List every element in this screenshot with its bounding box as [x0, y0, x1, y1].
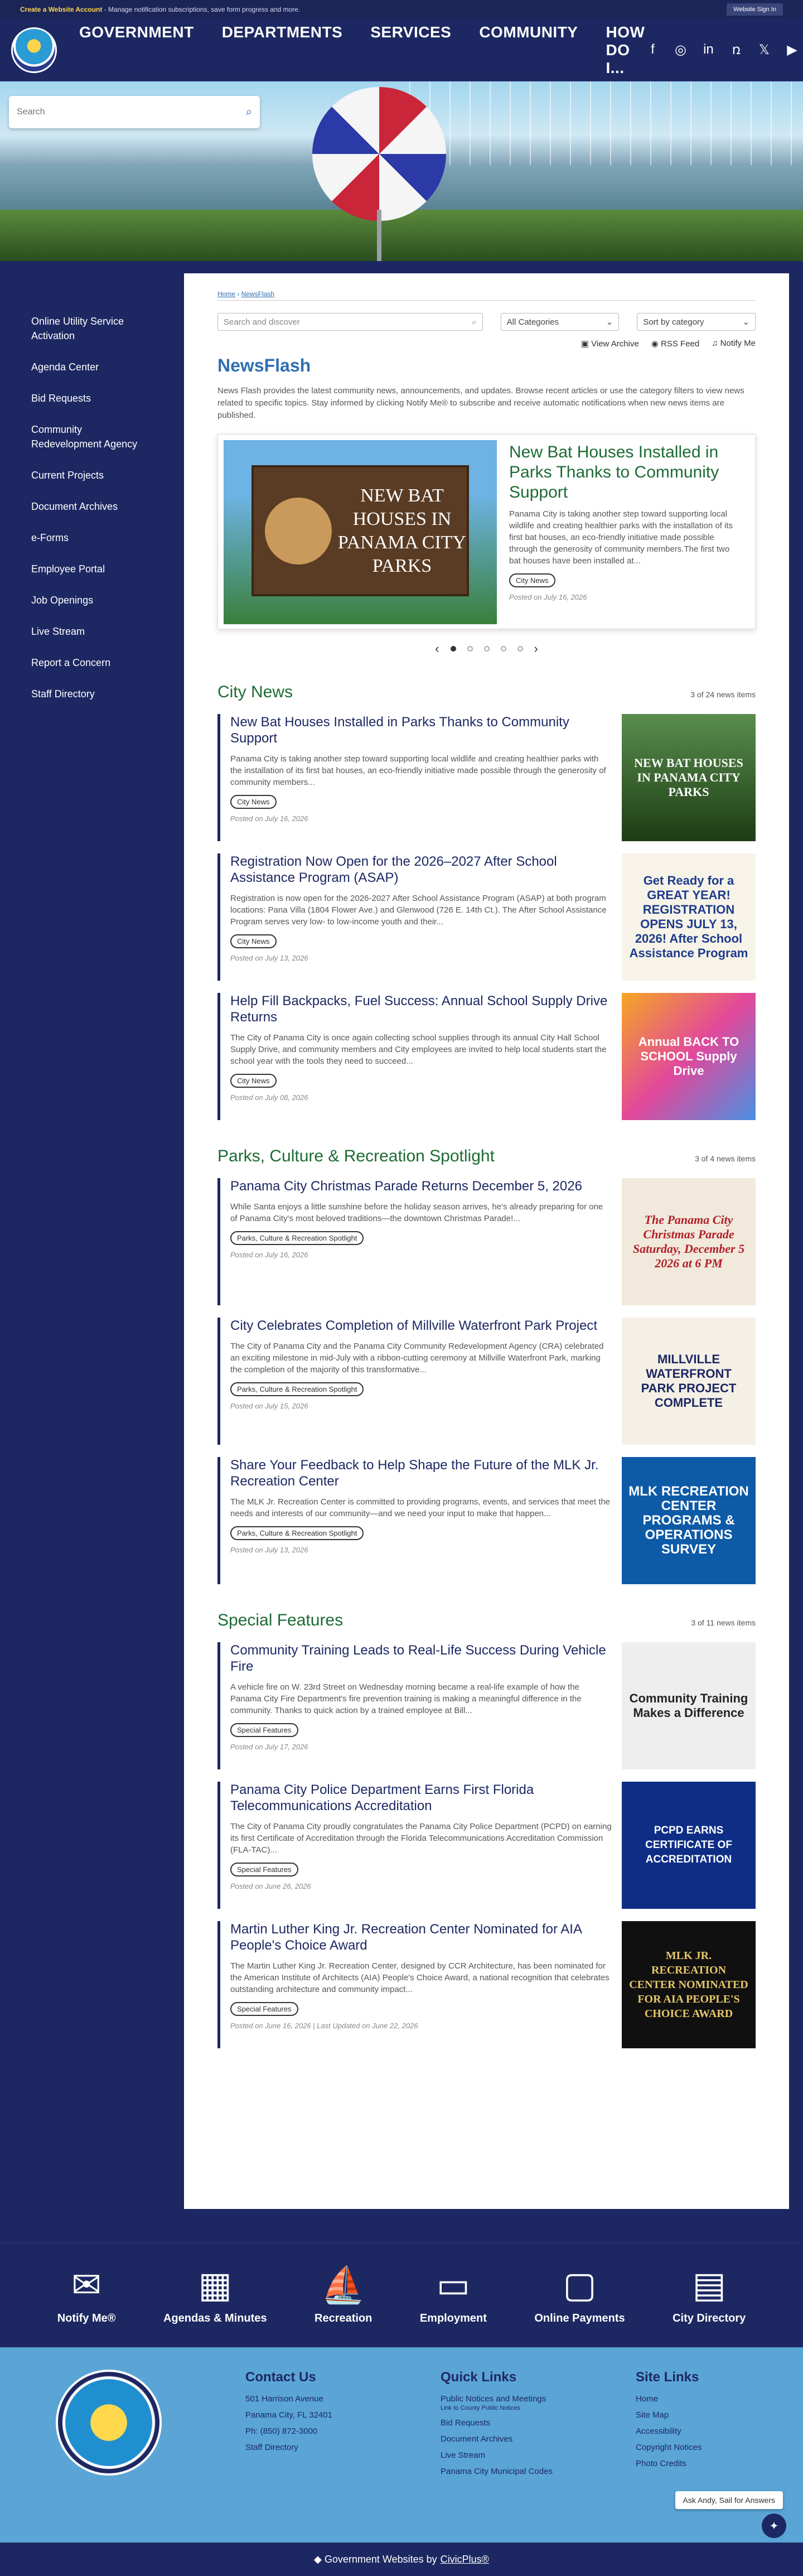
- news-thumbnail[interactable]: Get Ready for a GREAT YEAR! REGISTRATION OPENS JULY 13, 2026! After School Assistance Program: [622, 853, 756, 981]
- featured-article[interactable]: [217, 434, 756, 629]
- hero-banner: [0, 81, 803, 261]
- nav-community[interactable]: COMMUNITY: [479, 23, 578, 41]
- social-links: [645, 42, 800, 58]
- news-title[interactable]: Registration Now Open for the 2026–2027 After School Assistance Program (ASAP): [230, 854, 557, 885]
- posted-date: Posted on July 17, 2026: [230, 1743, 308, 1751]
- news-thumbnail[interactable]: Annual BACK TO SCHOOL Supply Drive: [622, 993, 756, 1120]
- sidebar-item-agenda[interactable]: Agenda Center: [31, 361, 99, 373]
- nav-departments[interactable]: DEPARTMENTS: [221, 23, 343, 41]
- chevron-right-icon[interactable]: ›: [534, 641, 538, 655]
- news-title[interactable]: Martin Luther King Jr. Recreation Center Nominated for AIA People's Choice Award: [230, 1922, 582, 1953]
- category-tag[interactable]: City News: [230, 795, 277, 809]
- category-tag[interactable]: Special Features: [230, 2002, 298, 2016]
- sidebar-item-projects[interactable]: Current Projects: [31, 470, 104, 481]
- chat-prompt[interactable]: Ask Andy, Sail for Answers: [675, 2491, 783, 2509]
- address-line: 501 Harrison Avenue: [245, 2394, 323, 2404]
- notify-me-link[interactable]: ♫ Notify Me: [712, 339, 756, 348]
- news-summary: Registration is now open for the 2026-2027 After School Assistance Program (ASAP) at both program locations: Pana Villa (1804 Flower Ave.) and Glenwood (726 E. 14th Ct.). The After School Assistance Program serves very low- to low-income youth and their...: [230, 894, 607, 927]
- footer-heading: Contact Us: [245, 2370, 316, 2385]
- news-summary: A vehicle fire on W. 23rd Street on Wednesday morning became a real-life example of how the Panama City Fire Department's fire prevention training is making a meaningful difference in the community. Thanks to quick action by a trained employee at Bill...: [230, 1682, 582, 1715]
- news-thumbnail[interactable]: NEW BAT HOUSES IN PANAMA CITY PARKS: [622, 714, 756, 841]
- news-summary: Panama City is taking another step toward supporting local wildlife and creating healthier parks with the installation of its first bat houses, an eco-friendly initiative made possible through the generosity of community members...: [230, 754, 606, 787]
- featured-summary: Panama City is taking another step toward supporting local wildlife and creating healthier parks with the installation of its first bat houses, an eco-friendly initiative made possible through the generosity of community members.The first two bat houses have been installed at...: [509, 509, 733, 566]
- section-title[interactable]: Special Features: [217, 1611, 344, 1629]
- category-tag[interactable]: Parks, Culture & Recreation Spotlight: [230, 1382, 364, 1396]
- posted-date: Posted on July 13, 2026: [230, 954, 308, 962]
- news-item[interactable]: [217, 1318, 756, 1445]
- sidebar-item-cra[interactable]: Community Redevelopment Agency: [31, 424, 138, 450]
- section-count: 3 of 11 news items: [691, 1618, 756, 1627]
- breadcrumb: Home › NewsFlash: [217, 290, 756, 301]
- posted-date: Posted on July 08, 2026: [230, 1093, 308, 1102]
- instagram-icon[interactable]: ◎: [674, 42, 686, 57]
- footer-link[interactable]: Bid Requests: [441, 2418, 491, 2428]
- news-summary: While Santa enjoys a little sunshine before the holiday season arrives, he's already preparing for one of Panama City's most beloved traditions—the downtown Christmas Parade!...: [230, 1202, 603, 1223]
- carousel-dot[interactable]: [501, 646, 506, 652]
- sidebar-item-eforms[interactable]: e-Forms: [31, 532, 69, 543]
- facebook-icon[interactable]: f: [651, 42, 655, 57]
- folder-icon: ▤: [692, 2265, 726, 2305]
- sidebar-nav: [0, 261, 184, 2209]
- footer-contact: [245, 2370, 368, 2543]
- sidebar-item-documents[interactable]: Document Archives: [31, 501, 118, 512]
- bat-house-sign: [251, 465, 469, 596]
- carousel-pager: [217, 641, 756, 656]
- sidebar-item-bids[interactable]: Bid Requests: [31, 393, 91, 404]
- news-item[interactable]: [217, 714, 756, 841]
- phone-line[interactable]: Ph: (850) 872-3000: [245, 2427, 318, 2436]
- footer-link[interactable]: Accessibility: [636, 2427, 681, 2436]
- bell-icon: ♫: [712, 339, 720, 348]
- city-line: Panama City, FL 32401: [245, 2410, 332, 2420]
- sidebar-item-live-stream[interactable]: Live Stream: [31, 626, 85, 637]
- news-thumbnail[interactable]: MLK RECREATION CENTER PROGRAMS & OPERATIONS SURVEY: [622, 1457, 756, 1584]
- news-summary: The City of Panama City is once again collecting school supplies through its annual City Hall School Supply Drive, and community members and City employees are invited to help local students start the school year with the tools they need to succeed...: [230, 1033, 607, 1066]
- footer-link[interactable]: Home: [636, 2394, 659, 2404]
- site-footer: [0, 2347, 803, 2543]
- news-filters: [217, 313, 756, 331]
- footer-link[interactable]: Photo Credits: [636, 2459, 686, 2468]
- category-tag[interactable]: City News: [230, 1074, 277, 1088]
- civicplus-icon: ◆: [314, 2553, 325, 2565]
- site-search: [9, 96, 260, 128]
- chat-icon[interactable]: ✦: [762, 2514, 786, 2538]
- create-account-link[interactable]: Create a Website Account - Manage notification subscriptions, save form progress and more.: [20, 6, 301, 13]
- nextdoor-icon[interactable]: ռ: [732, 42, 741, 57]
- sidebar-item-employee-portal[interactable]: Employee Portal: [31, 563, 105, 575]
- pinwheel-image: [312, 87, 446, 221]
- news-item[interactable]: [217, 1457, 756, 1584]
- footer-link[interactable]: Document Archives: [441, 2434, 513, 2444]
- civicplus-link[interactable]: CivicPlus®: [440, 2553, 489, 2565]
- news-title[interactable]: City Celebrates Completion of Millville Waterfront Park Project: [230, 1318, 597, 1333]
- archive-icon: ▣: [581, 339, 592, 349]
- news-thumbnail[interactable]: Community Training Makes a Difference: [622, 1642, 756, 1769]
- posted-date: Posted on July 16, 2026: [230, 1251, 308, 1259]
- news-summary: The City of Panama City and the Panama City Community Redevelopment Agency (CRA) celebrated an exciting milestone in mid-July with a ribbon-cutting ceremony at Millville Waterfront Park, marking the completion of the majority of this transformative...: [230, 1342, 604, 1374]
- carousel-dot[interactable]: [517, 646, 523, 652]
- view-archive-link[interactable]: ▣ View Archive: [581, 339, 639, 349]
- quicklink-directory[interactable]: ▤ City Directory: [673, 2265, 746, 2324]
- rss-icon: ◉: [651, 339, 661, 349]
- news-title[interactable]: Community Training Leads to Real-Life Success During Vehicle Fire: [230, 1643, 606, 1674]
- news-title[interactable]: Share Your Feedback to Help Shape the Future of the MLK Jr. Recreation Center: [230, 1458, 599, 1489]
- posted-date: Posted on July 16, 2026: [509, 593, 587, 601]
- sailboat-icon: ⛵: [321, 2265, 366, 2305]
- section-count: 3 of 24 news items: [690, 690, 756, 699]
- footer-link[interactable]: Link to County Public Notices: [441, 2405, 521, 2411]
- footer-link[interactable]: Copyright Notices: [636, 2443, 702, 2452]
- sidebar-item-utility[interactable]: Online Utility Service Activation: [31, 316, 124, 341]
- posted-date: Posted on June 26, 2026: [230, 1882, 311, 1890]
- news-search-input[interactable]: Search and discover ⌕: [217, 313, 483, 331]
- news-title[interactable]: Help Fill Backpacks, Fuel Success: Annual School Supply Drive Returns: [230, 993, 608, 1025]
- news-thumbnail[interactable]: PCPD EARNS CERTIFICATE OF ACCREDITATION: [622, 1782, 756, 1909]
- section-title[interactable]: Parks, Culture & Recreation Spotlight: [217, 1147, 495, 1165]
- footer-link[interactable]: Live Stream: [441, 2450, 486, 2460]
- footer-site-links: [636, 2370, 758, 2543]
- news-title[interactable]: New Bat Houses Installed in Parks Thanks to Community Support: [230, 715, 569, 746]
- staff-directory-link[interactable]: Staff Directory: [245, 2443, 298, 2452]
- news-item[interactable]: [217, 993, 756, 1120]
- category-tag[interactable]: Special Features: [230, 1863, 298, 1876]
- nav-government[interactable]: GOVERNMENT: [79, 23, 194, 41]
- linkedin-icon[interactable]: in: [703, 42, 714, 57]
- quick-links-bar: [0, 2242, 803, 2347]
- breadcrumb-current[interactable]: NewsFlash: [241, 290, 275, 298]
- news-item[interactable]: [217, 853, 756, 981]
- utility-bar: [0, 0, 803, 19]
- news-thumbnail[interactable]: MILLVILLE WATERFRONT PARK PROJECT COMPLETE: [622, 1318, 756, 1445]
- quicklink-recreation[interactable]: ⛵ Recreation: [315, 2265, 373, 2324]
- posted-date: Posted on July 16, 2026: [230, 814, 308, 823]
- quicklink-agendas[interactable]: ▦ Agendas & Minutes: [163, 2265, 267, 2324]
- breadcrumb-home[interactable]: Home: [217, 290, 236, 298]
- chevron-down-icon: ⌄: [742, 317, 749, 327]
- city-seal: [265, 498, 332, 565]
- footer-link[interactable]: Site Map: [636, 2410, 669, 2420]
- sign-text: NEW BAT HOUSES IN PANAMA CITY PARKS: [337, 485, 467, 576]
- mail-icon: ✉: [71, 2265, 101, 2305]
- category-select[interactable]: All Categories ⌄: [501, 313, 620, 331]
- search-icon[interactable]: ⌕: [472, 317, 477, 327]
- page-title: NewsFlash: [217, 355, 311, 375]
- pinwheel-pole: [377, 210, 381, 261]
- section-city-news: [217, 683, 756, 1120]
- footer-link[interactable]: Public Notices and Meetings: [441, 2394, 546, 2404]
- section-parks-recreation: [217, 1147, 756, 1584]
- featured-title[interactable]: New Bat Houses Installed in Parks Thanks to Community Support: [509, 443, 719, 501]
- category-tag[interactable]: City News: [230, 934, 277, 948]
- carousel-dot[interactable]: [451, 646, 456, 652]
- section-title[interactable]: City News: [217, 683, 293, 701]
- quicklink-employment[interactable]: ▭ Employment: [419, 2265, 487, 2324]
- news-thumbnail[interactable]: The Panama City Christmas Parade Saturday, December 5 2026 at 6 PM: [622, 1178, 756, 1305]
- featured-image: [224, 440, 497, 624]
- section-special-features: [217, 1611, 756, 2048]
- laptop-icon: ▢: [563, 2265, 597, 2305]
- news-item[interactable]: [217, 1782, 756, 1909]
- nav-how-do-i[interactable]: HOW DO I...: [606, 23, 645, 76]
- chevron-down-icon: ⌄: [606, 317, 613, 327]
- search-icon[interactable]: ⌕: [245, 105, 252, 118]
- footer-heading: Quick Links: [441, 2370, 517, 2385]
- rss-feed-link[interactable]: ◉ RSS Feed: [651, 339, 700, 349]
- posted-date: Posted on June 16, 2026 | Last Updated on June 22, 2026: [230, 2022, 418, 2030]
- news-item[interactable]: [217, 1921, 756, 2048]
- carousel-dot[interactable]: [467, 646, 473, 652]
- x-icon[interactable]: 𝕏: [758, 42, 770, 57]
- category-tag[interactable]: Parks, Culture & Recreation Spotlight: [230, 1231, 364, 1245]
- site-header: [0, 19, 803, 81]
- quicklink-notify[interactable]: ✉ Notify Me®: [57, 2265, 116, 2324]
- sort-select[interactable]: Sort by category ⌄: [637, 313, 756, 331]
- main-content: [184, 273, 789, 2209]
- sidebar-item-report[interactable]: Report a Concern: [31, 657, 111, 668]
- search-input[interactable]: [17, 107, 246, 117]
- news-item[interactable]: [217, 1642, 756, 1769]
- copyright-bar: ◆ Government Websites by CivicPlus®: [0, 2543, 803, 2576]
- city-logo[interactable]: [11, 27, 57, 73]
- news-title[interactable]: Panama City Police Department Earns First Florida Telecommunications Accreditation: [230, 1782, 534, 1813]
- nav-services[interactable]: SERVICES: [370, 23, 452, 41]
- carousel-dot[interactable]: [484, 646, 490, 652]
- youtube-icon[interactable]: ▶: [787, 42, 797, 57]
- posted-date: Posted on July 13, 2026: [230, 1546, 308, 1554]
- news-title[interactable]: Panama City Christmas Parade Returns December 5, 2026: [230, 1179, 582, 1194]
- briefcase-icon: ▭: [436, 2265, 471, 2305]
- page-intro: News Flash provides the latest community news, announcements, and updates. Browse recent articles or use the category filters to view news related to specific topics. Stay informed by clicking Notify Me® to subscribe and receive automatic notifications when new news items are published.: [217, 386, 744, 420]
- news-summary: The MLK Jr. Recreation Center is committed to providing programs, events, and services that meet the needs and interests of our community—and we need your input to make that happen...: [230, 1497, 611, 1518]
- calendar-icon: ▦: [198, 2265, 232, 2305]
- news-summary: The Martin Luther King Jr. Recreation Center, designed by CCR Architecture, has been nominated for the American Institute of Architects (AIA) People's Choice Award, a national recognition that celebrates outstanding architecture and community impact...: [230, 1961, 609, 1994]
- category-tag[interactable]: Parks, Culture & Recreation Spotlight: [230, 1526, 364, 1540]
- news-thumbnail[interactable]: MLK JR. RECREATION CENTER NOMINATED FOR AIA PEOPLE'S CHOICE AWARD: [622, 1921, 756, 2048]
- grass: [0, 210, 803, 261]
- sidebar-item-staff[interactable]: Staff Directory: [31, 688, 95, 700]
- main-nav: [79, 23, 645, 77]
- news-tools: [217, 339, 756, 349]
- chevron-left-icon[interactable]: ‹: [435, 641, 439, 655]
- footer-link[interactable]: Panama City Municipal Codes: [441, 2467, 553, 2476]
- footer-city-seal[interactable]: [56, 2370, 162, 2476]
- category-tag[interactable]: City News: [509, 573, 555, 587]
- quicklink-payments[interactable]: ▢ Online Payments: [534, 2265, 625, 2324]
- sidebar-item-jobs[interactable]: Job Openings: [31, 595, 94, 606]
- sign-in-button[interactable]: Website Sign In: [727, 3, 783, 16]
- section-count: 3 of 4 news items: [695, 1154, 756, 1163]
- footer-heading: Site Links: [636, 2370, 699, 2385]
- category-tag[interactable]: Special Features: [230, 1723, 298, 1737]
- news-item[interactable]: [217, 1178, 756, 1305]
- news-summary: The City of Panama City proudly congratulates the Panama City Police Department (PCPD) on earning its first Certificate of Accreditation through the Florida Telecommunications Accreditation Commission (FLA-TAC)...: [230, 1822, 612, 1855]
- footer-quick-links: [441, 2370, 563, 2543]
- posted-date: Posted on July 15, 2026: [230, 1402, 308, 1410]
